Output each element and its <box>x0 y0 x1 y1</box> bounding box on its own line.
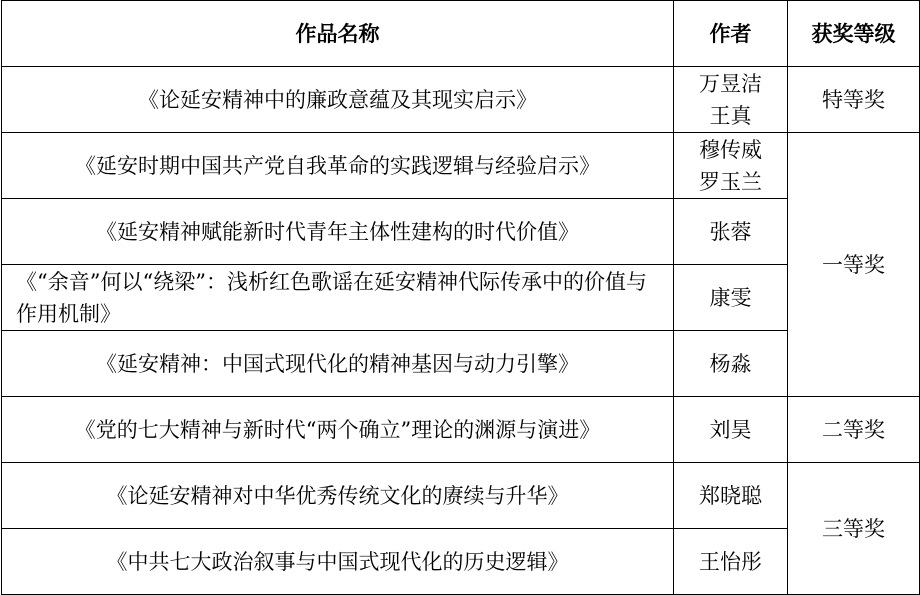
author-cell <box>674 67 788 133</box>
table-row <box>2 199 920 265</box>
work-title: 《延安精神赋能新时代青年主体性建构的时代价值》 <box>2 199 674 265</box>
author-name: 王真 <box>709 103 752 128</box>
author-name: 王怡彤 <box>674 529 788 595</box>
table-row <box>2 67 920 133</box>
work-title: 《论延安精神中的廉政意蕴及其现实启示》 <box>2 67 674 133</box>
work-title: 《党的七大精神与新时代“两个确立”理论的渊源与演进》 <box>2 397 674 463</box>
author-name: 杨淼 <box>674 331 788 397</box>
work-title: 《“余音”何以“绕梁”：浅析红色歌谣在延安精神代际传承中的价值与作用机制》 <box>2 265 674 331</box>
author-name: 刘昊 <box>674 397 788 463</box>
table-row <box>2 463 920 529</box>
table-row <box>2 331 920 397</box>
author-name: 康雯 <box>674 265 788 331</box>
work-title: 《论延安精神对中华优秀传统文化的赓续与升华》 <box>2 463 674 529</box>
author-cell <box>674 133 788 199</box>
work-title: 《中共七大政治叙事与中国式现代化的历史逻辑》 <box>2 529 674 595</box>
prize-level: 三等奖 <box>788 463 920 595</box>
header-work: 作品名称 <box>2 1 674 67</box>
table-header-row <box>2 1 920 67</box>
work-title: 《延安精神：中国式现代化的精神基因与动力引擎》 <box>2 331 674 397</box>
table-row <box>2 529 920 595</box>
prize-level: 特等奖 <box>788 67 920 133</box>
header-author: 作者 <box>674 1 788 67</box>
table-row <box>2 397 920 463</box>
author-name: 穆传威 <box>699 137 762 162</box>
awards-table <box>1 0 920 595</box>
author-name: 张蓉 <box>674 199 788 265</box>
prize-level: 一等奖 <box>788 133 920 397</box>
work-title: 《延安时期中国共产党自我革命的实践逻辑与经验启示》 <box>2 133 674 199</box>
header-prize: 获奖等级 <box>788 1 920 67</box>
table-row <box>2 133 920 199</box>
author-name: 罗玉兰 <box>699 169 762 194</box>
table-row <box>2 265 920 331</box>
author-name: 万昱洁 <box>699 71 762 96</box>
prize-level: 二等奖 <box>788 397 920 463</box>
author-name: 郑晓聪 <box>674 463 788 529</box>
